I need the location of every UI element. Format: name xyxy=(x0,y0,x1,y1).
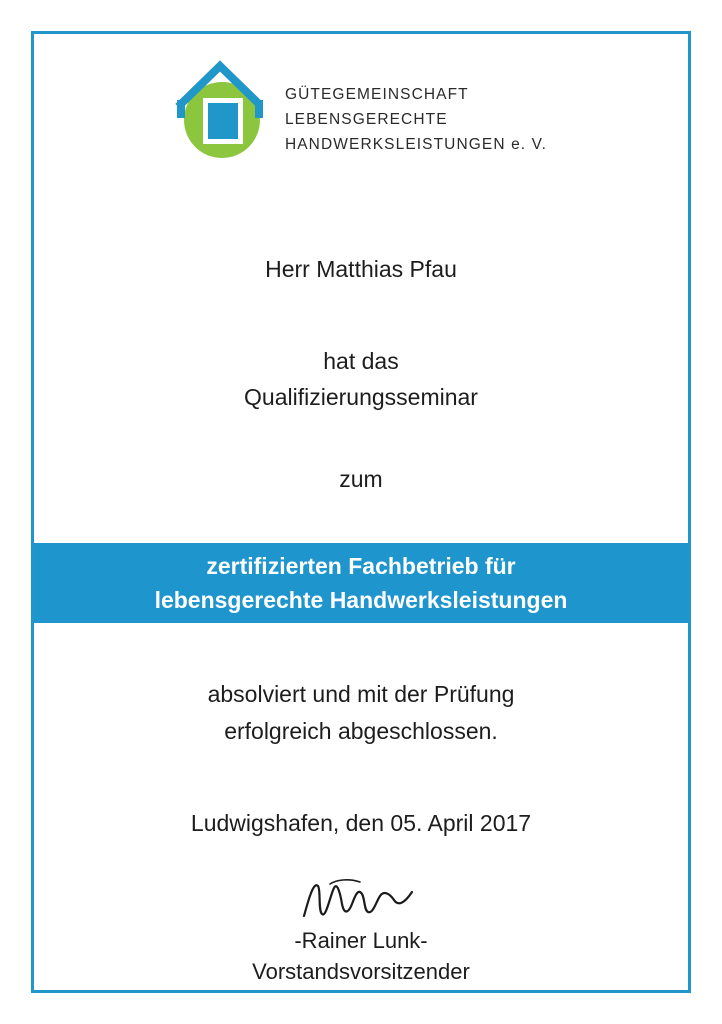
house-logo-icon xyxy=(175,58,263,162)
recipient-name: Herr Matthias Pfau xyxy=(265,256,457,282)
certificate-border xyxy=(31,31,691,993)
intro-line-1: hat das xyxy=(323,348,399,374)
intro-text xyxy=(0,343,722,415)
logo-line-2: LEBENSGERECHTE xyxy=(284,111,448,128)
connector-text: zum xyxy=(339,466,383,492)
logo-line-1: GÜTEGEMEINSCHAFT xyxy=(284,86,469,103)
highlight-line-2: lebensgerechte Handwerksleistungen xyxy=(154,587,568,613)
result-line-1: absolviert und mit der Prüfung xyxy=(207,681,515,707)
organization-name xyxy=(285,66,547,154)
highlight-line-1: zertifizierten Fachbetrieb für xyxy=(206,553,516,579)
organization-logo xyxy=(0,58,722,162)
result-text xyxy=(0,676,722,750)
qualification-highlight-band xyxy=(34,543,688,623)
handwritten-signature xyxy=(0,876,722,922)
signer-role: Vorstandsvorsitzender xyxy=(252,959,470,984)
logo-line-3: HANDWERKSLEISTUNGEN e. V. xyxy=(284,136,548,153)
result-line-2: erfolgreich abgeschlossen. xyxy=(224,718,498,744)
signer-block xyxy=(0,925,722,987)
intro-line-2: Qualifizierungsseminar xyxy=(244,384,478,410)
signer-name: -Rainer Lunk- xyxy=(294,928,428,953)
place-and-date: Ludwigshafen, den 05. April 2017 xyxy=(190,810,532,836)
